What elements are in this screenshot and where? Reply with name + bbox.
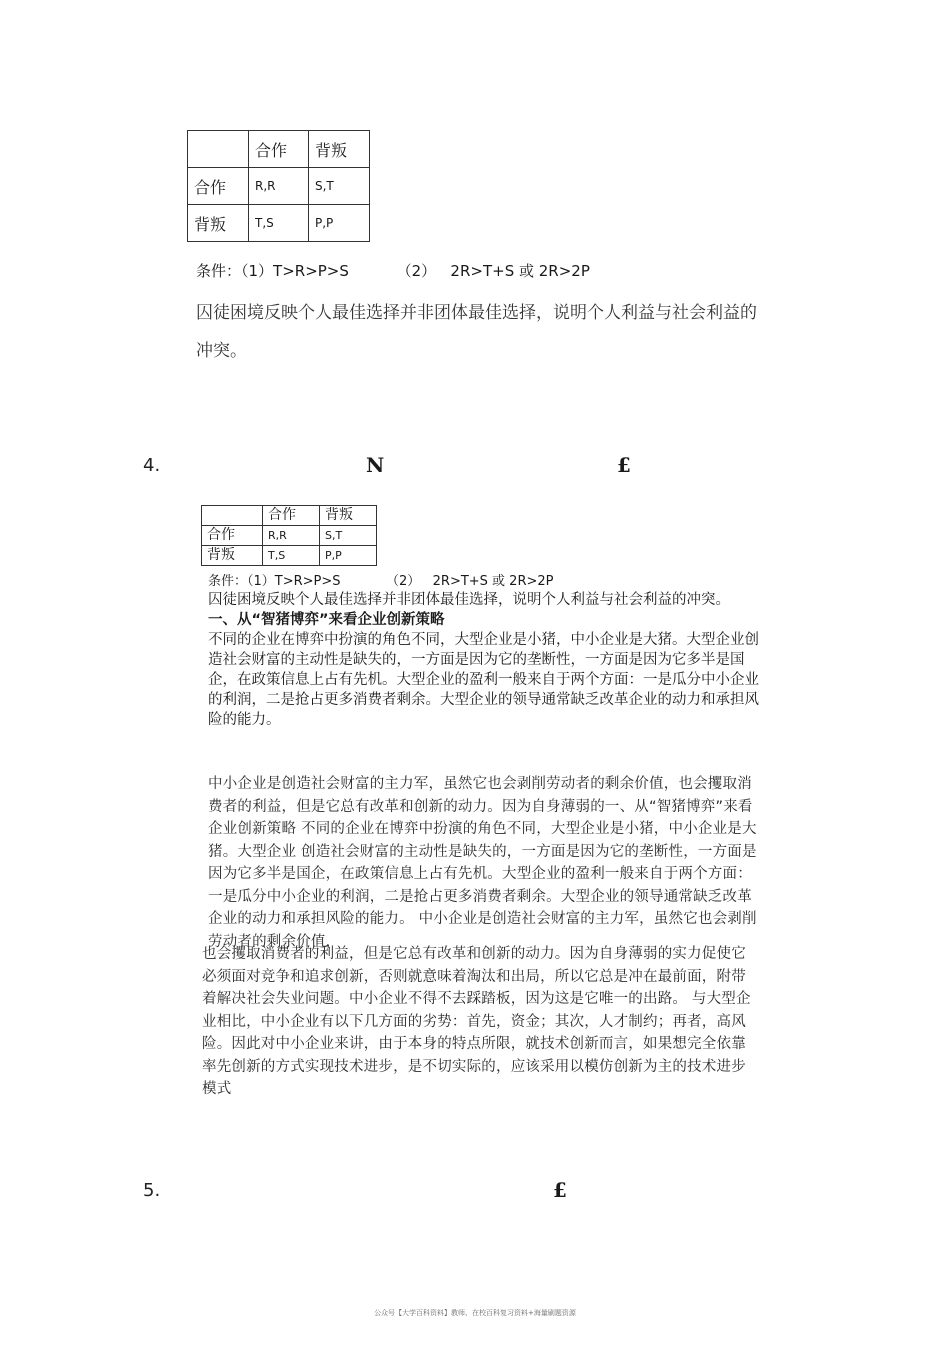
section-4-glyph-pound: £ bbox=[617, 453, 631, 477]
table2-header-cooperate: 合作 bbox=[263, 506, 320, 526]
text-block-2 bbox=[208, 590, 763, 730]
paragraph-2: 囚徒困境反映个人最佳选择并非团体最佳选择，说明个人利益与社会利益的冲突。 bbox=[208, 592, 730, 608]
section-4-glyph-n: N bbox=[366, 453, 385, 477]
table2-cell: R,R bbox=[263, 526, 320, 546]
table1-cell: R,R bbox=[249, 168, 309, 205]
conditions-1: 条件：（1）T>R>P>S （2） 2R>T+S 或 2R>2P bbox=[196, 262, 590, 280]
section-5-number: 5. bbox=[143, 1180, 161, 1201]
section-5-glyph-pound: £ bbox=[553, 1178, 567, 1202]
paragraph-3: 不同的企业在博弈中扮演的角色不同，大型企业是小猪，中小企业是大猪。大型企业创造社会财富的主动性是缺失的，一方面是因为它的垄断性，一方面是因为它多半是国企，在政策信息上占有先机。大型企业的盈利一般来自于两个方面：一是瓜分中小企业的利润，二是抢占更多消费者剩余。大型企业的领导通常缺乏改革企业的动力和承担风险的能力。 bbox=[208, 632, 759, 728]
table2-row-label: 背叛 bbox=[202, 546, 263, 566]
table2-corner bbox=[202, 506, 263, 526]
page-footer: 公众号【大学百科资料】教师、在校百科复习资料+海量刷题资源 bbox=[374, 1309, 576, 1317]
payoff-table-2 bbox=[201, 505, 377, 566]
paragraph-4: 中小企业是创造社会财富的主力军，虽然它也会剥削劳动者的剩余价值，也会攫取消费者的利益，但是它总有改革和创新的动力。因为自身薄弱的一、从“智猪博弈”来看企业创新策略 不同的企业在博弈中扮演的角色不同，大型企业是小猪，中小企业是大猪。大型企业 创造社会财富的主动性是缺失的，一方面是因为它的垄断性，一方面是因为它多半是国企，在政策信息上占有先机。大型企业的盈利一般来自于两个方面：一是瓜分中小企业的利润，二是抢占更多消费者剩余。大型企业的领导通常缺乏改革企业的动力和承担风险的能力。 中小企业是创造社会财富的主力军，虽然它也会剥削劳动者的剩余价值， bbox=[208, 776, 757, 950]
section-heading: 一、从“智猪博弈”来看企业创新策略 bbox=[208, 612, 445, 628]
table1-cell: T,S bbox=[249, 205, 309, 242]
table1-header-cooperate: 合作 bbox=[249, 131, 309, 168]
section-4-number: 4. bbox=[143, 455, 161, 476]
table2-cell: T,S bbox=[263, 546, 320, 566]
payoff-table-1 bbox=[187, 130, 370, 242]
paragraph-1: 囚徒困境反映个人最佳选择并非团体最佳选择，说明个人利益与社会利益的冲突。 bbox=[196, 303, 757, 361]
table1-header-betray: 背叛 bbox=[309, 131, 370, 168]
table2-cell: P,P bbox=[320, 546, 377, 566]
paragraph-5: 也会攫取消费者的利益，但是它总有改革和创新的动力。因为自身薄弱的实力促使它必须面对竞争和追求创新，否则就意味着淘汰和出局，所以它总是冲在最前面，附带着解决社会失业问题。中小企业不得不去踩踏板，因为这是它唯一的出路。 与大型企业相比，中小企业有以下几方面的劣势：首先，资金；其次，人才制约；再者，高风险。因此对中小企业来讲，由于本身的特点所限，就技术创新而言，如果想完全依靠率先创新的方式实现技术进步，是不切实际的，应该采用以模仿创新为主的技术进步模式 bbox=[202, 946, 751, 1097]
table2-header-betray: 背叛 bbox=[320, 506, 377, 526]
table1-corner bbox=[188, 131, 249, 168]
table1-row-label: 背叛 bbox=[188, 205, 249, 242]
table1-cell: P,P bbox=[309, 205, 370, 242]
table2-row-label: 合作 bbox=[202, 526, 263, 546]
table1-cell: S,T bbox=[309, 168, 370, 205]
table2-cell: S,T bbox=[320, 526, 377, 546]
conditions-2: 条件：（1）T>R>P>S （2） 2R>T+S 或 2R>2P bbox=[208, 574, 554, 589]
table1-row-label: 合作 bbox=[188, 168, 249, 205]
